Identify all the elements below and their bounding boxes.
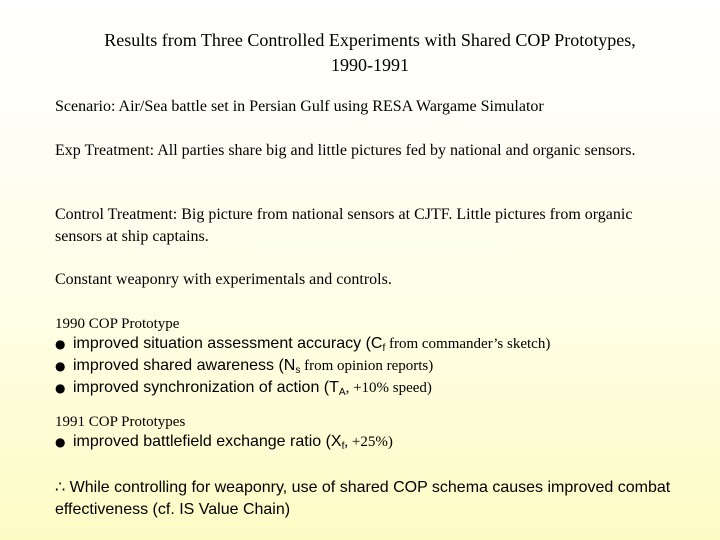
bullet-icon: ●	[55, 381, 66, 395]
cop-1990-bullet	[55, 377, 432, 399]
bullet-text: improved synchronization of action (T	[73, 379, 339, 396]
bullet-note: , +25%)	[344, 434, 393, 450]
bullet-icon: ●	[55, 359, 66, 373]
cop-1990-bullet	[55, 333, 550, 355]
exp-treatment-text: Exp Treatment: All parties share big and little pictures fed by national and organic sensors.	[55, 142, 636, 159]
bullet-note: , +10% speed)	[345, 380, 432, 396]
scenario-text: Scenario: Air/Sea battle set in Persian Gulf using RESA Wargame Simulator	[55, 98, 544, 115]
cop-1990-heading: 1990 COP Prototype	[55, 316, 180, 332]
conclusion-text: While controlling for weaponry, use of shared COP schema causes improved combat effectiveness (cf. IS Value Chain)	[55, 479, 671, 518]
constant-weaponry-text: Constant weaponry with experimentals and controls.	[55, 271, 392, 288]
bullet-icon: ●	[55, 337, 66, 351]
cop-1990-bullet	[55, 355, 433, 377]
slide-title	[40, 28, 700, 78]
therefore-symbol: ∴	[55, 477, 66, 496]
bullet-text: improved situation assessment accuracy (C	[73, 335, 383, 352]
bullet-icon: ●	[55, 435, 66, 449]
title-line-1: Results from Three Controlled Experiments with Shared COP Prototypes,	[104, 30, 636, 50]
bullet-subscript: f	[382, 343, 386, 354]
control-treatment-text: Control Treatment: Big picture from national sensors at CJTF. Little pictures from organic sensors at ship captains.	[55, 206, 633, 245]
bullet-subscript: A	[338, 387, 346, 398]
bullet-text: improved shared awareness (N	[73, 357, 296, 374]
cop-1991-heading: 1991 COP Prototypes	[55, 414, 186, 430]
title-line-2: 1990-1991	[331, 55, 409, 75]
bullet-note: from commander’s sketch)	[385, 336, 551, 352]
bullet-text: improved battlefield exchange ratio (X	[73, 433, 342, 450]
conclusion	[55, 476, 705, 521]
bullet-subscript: s	[295, 365, 301, 376]
cop-1991-bullet	[55, 431, 393, 453]
bullet-subscript: f	[341, 441, 345, 452]
bullet-note: from opinion reports)	[300, 358, 434, 374]
